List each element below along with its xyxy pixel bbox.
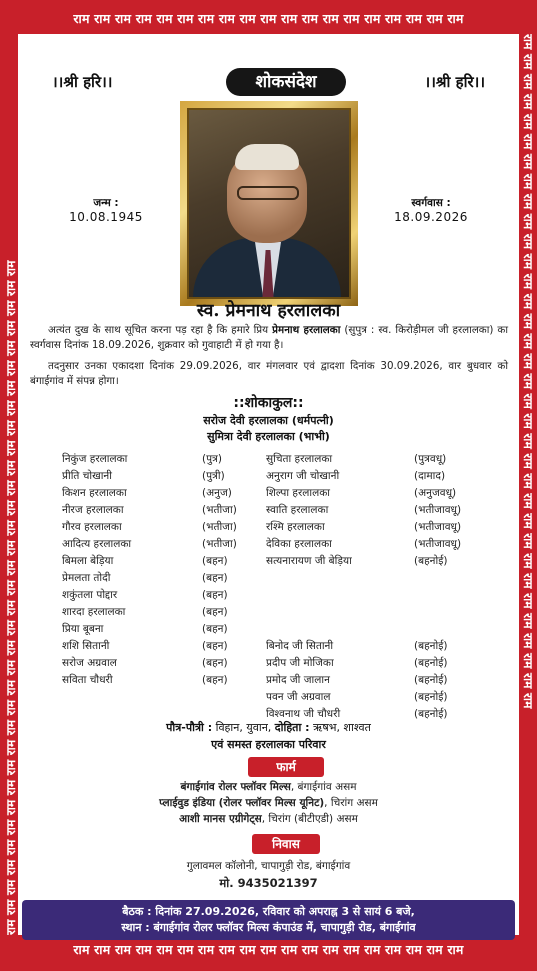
family-member-relation: (बहनोई) [414, 555, 448, 567]
family-member-relation: (बहन) [202, 640, 228, 652]
family-member-name: पवन जी अग्रवाल [266, 691, 331, 703]
family-member-name: देविका हरलालका [266, 538, 332, 550]
family-member-relation: (अनुजवधू) [414, 487, 457, 499]
family-member-name: विश्वनाथ जी चौधरी [266, 708, 341, 720]
family-member-name: सरोज अग्रवाल [62, 657, 117, 669]
family-member-relation: (बहनोई) [414, 691, 448, 703]
announcement-paragraph-2 [30, 359, 508, 388]
announcement-text-end: (सुपुत्र : स्व. किरोड़ीमल जी हरलालका) का स्वर्गवास दिनांक 18.09.2026, शुक्रवार को गुवाहाटी में हो गया है। [30, 324, 508, 351]
family-line-1: सरोज देवी हरलालका (धर्मपत्नी) [203, 414, 334, 427]
announcement-name-bold: प्रेमनाथ हरलालका [272, 324, 341, 336]
family-member-name: प्रमोद जी जालान [266, 674, 330, 686]
notice-content [18, 34, 519, 935]
birth-block [51, 196, 161, 224]
border-top-text: राम राम राम राम राम राम राम राम राम राम राम राम राम राम राम राम राम राम राम [73, 11, 464, 26]
family-member-relation: (बहन) [202, 657, 228, 669]
firm-label: फार्म [248, 757, 324, 777]
family-member-relation: (भतीजावधू) [414, 504, 462, 516]
portrait-glasses [237, 186, 299, 200]
family-member-name: सविता चौधरी [62, 674, 113, 686]
firm-name-3: आशी मानस एग्रीगेट्स [179, 813, 262, 825]
family-member-relation: (बहनोई) [414, 708, 448, 720]
family-member-name: आदित्य हरलालका [62, 538, 132, 550]
portrait-photo [187, 108, 351, 299]
death-label: स्वर्गवास : [411, 197, 451, 209]
grandchildren-label-1: पौत्र-पौत्री : [166, 721, 213, 734]
family-member-relation: (बहनोई) [414, 640, 448, 652]
page-title: शोकसंदेश [226, 68, 346, 96]
family-member-relation: (भतीजावधू) [414, 521, 462, 533]
announcement-text-start: अत्यंत दुख के साथ सूचित करना पड़ रहा है कि हमारे प्रिय [48, 324, 273, 336]
family-member-name: रश्मि हरलालका [266, 521, 325, 533]
residence-mobile: मो. 9435021397 [219, 876, 318, 890]
family-member-relation: (बहनोई) [414, 657, 448, 669]
family-member-relation: (बहनोई) [414, 674, 448, 686]
family-member-relation: (पुत्रवधू) [414, 453, 447, 465]
grandchildren-names-2: ऋषभ, शाश्वत [309, 721, 371, 734]
family-member-name: शारदा हरलालका [62, 606, 126, 618]
family-closing-line: एवं समस्त हरलालका परिवार [211, 738, 326, 751]
border-left-text: राम राम राम राम राम राम राम राम राम राम राम राम राम राम राम राम राम राम राम राम राम राम राम राम राम राम राम राम राम राम राम राम राम राम [4, 260, 18, 935]
birth-date: 10.08.1945 [69, 210, 143, 224]
family-member-name: प्रदीप जी मोजिका [266, 657, 334, 669]
border-right [519, 34, 537, 935]
firm-line-1 [18, 780, 519, 794]
family-member-name: शशि सितानी [62, 640, 110, 652]
meeting-box [22, 900, 515, 940]
family-member-name: सत्यनारायण जी बेड़िया [266, 555, 352, 567]
family-member-relation: (भतीजा) [202, 521, 237, 533]
family-member-name: प्रीति चोखानी [62, 470, 112, 482]
death-date: 18.09.2026 [394, 210, 468, 224]
family-line-2: सुमित्रा देवी हरलालका (भाभी) [207, 430, 330, 443]
shri-hari-left: ।।श्री हरि।। [52, 73, 113, 91]
residence-address: गुलावमल कॉलोनी, चापागुड़ी रोड, बंगाईगांव [186, 860, 351, 872]
family-member-name: अनुराग जी चोखानी [266, 470, 340, 482]
meeting-line-1 [22, 904, 515, 920]
family-member-relation: (भतीजा) [202, 538, 237, 550]
family-member-name: प्रेमलता तोदी [62, 572, 111, 584]
meeting-time: दिनांक 27.09.2026, रविवार को अपराह्न 3 से सायं 6 बजे, [151, 905, 415, 918]
firm-place-3: , चिरांग (बीटीएडी) असम [261, 813, 358, 825]
family-member-relation: (दामाद) [414, 470, 446, 482]
family-member-relation: (भतीजावधू) [414, 538, 462, 550]
family-heading: ::शोकाकुल:: [233, 395, 304, 411]
family-member-name: नीरज हरलालका [62, 504, 124, 516]
grandchildren-line [18, 720, 519, 735]
family-member-relation: (पुत्र) [202, 453, 222, 465]
family-member-name: शिल्पा हरलालका [266, 487, 330, 499]
family-member-name: बिमला बेड़िया [62, 555, 114, 567]
family-member-relation: (पुत्री) [202, 470, 225, 482]
firm-name-1: बंगाईगांव रोलर फ्लॉवर मिल्स [180, 781, 291, 793]
meeting-line-2: स्थान : बंगाईगांव रोलर फ्लॉवर मिल्स कंपाउंड में, चापागुड़ी रोड, बंगाईगांव [121, 921, 416, 934]
shri-hari-right: ।।श्री हरि।। [424, 73, 485, 91]
announcement-paragraph-1 [30, 323, 508, 352]
family-member-relation: (बहन) [202, 674, 228, 686]
firm-place-1: , बंगाईगांव असम [290, 781, 357, 793]
firm-place-2: , चिरांग असम [324, 797, 378, 809]
portrait-hair [235, 144, 299, 170]
grandchildren-label-2: दोहिता : [274, 721, 310, 734]
family-member-name: बिनोद जी सितानी [266, 640, 334, 652]
firm-line-3 [18, 812, 519, 826]
portrait-frame [180, 101, 358, 306]
family-member-relation: (बहन) [202, 572, 228, 584]
birth-label: जन्म : [93, 197, 119, 209]
family-member-name: निकुंज हरलालका [62, 453, 128, 465]
grandchildren-names-1: विहान, युवान, [212, 721, 275, 734]
family-member-name: शकुंतला पोद्दार [62, 589, 118, 601]
family-member-relation: (बहन) [202, 589, 228, 601]
residence-label: निवास [252, 834, 320, 854]
deceased-name: स्व. प्रेमनाथ हरलालका [196, 301, 341, 321]
family-member-name: सुचिता हरलालका [266, 453, 333, 465]
family-member-relation: (बहन) [202, 623, 228, 635]
firm-name-2: प्लाईवुड इंडिया (रोलर फ्लॉवर मिल्स यूनिट) [159, 797, 325, 809]
border-right-text: राम राम राम राम राम राम राम राम राम राम राम राम राम राम राम राम राम राम राम राम राम राम राम राम राम राम राम राम राम राम राम राम राम राम [521, 34, 535, 709]
family-member-name: गौरव हरलालका [62, 521, 122, 533]
meeting-label: बैठक : [122, 905, 152, 918]
border-left [0, 34, 18, 935]
family-member-relation: (बहन) [202, 606, 228, 618]
family-member-relation: (बहन) [202, 555, 228, 567]
death-block [376, 196, 486, 224]
border-bottom-text: राम राम राम राम राम राम राम राम राम राम राम राम राम राम राम राम राम राम राम [73, 942, 464, 957]
firm-line-2 [18, 796, 519, 810]
family-member-name: स्वाति हरलालका [266, 504, 329, 516]
family-member-relation: (अनुज) [202, 487, 232, 499]
announcement-rites: तदनुसार उनका एकादशा दिनांक 29.09.2026, वार मंगलवार एवं द्वादशा दिनांक 30.09.2026, वार बुधवार को बंगाईगांव में संपन्न होगा। [30, 360, 508, 387]
family-member-relation: (भतीजा) [202, 504, 237, 516]
family-member-name: किशन हरलालका [62, 487, 127, 499]
family-member-name: प्रिया बूबना [62, 623, 104, 635]
